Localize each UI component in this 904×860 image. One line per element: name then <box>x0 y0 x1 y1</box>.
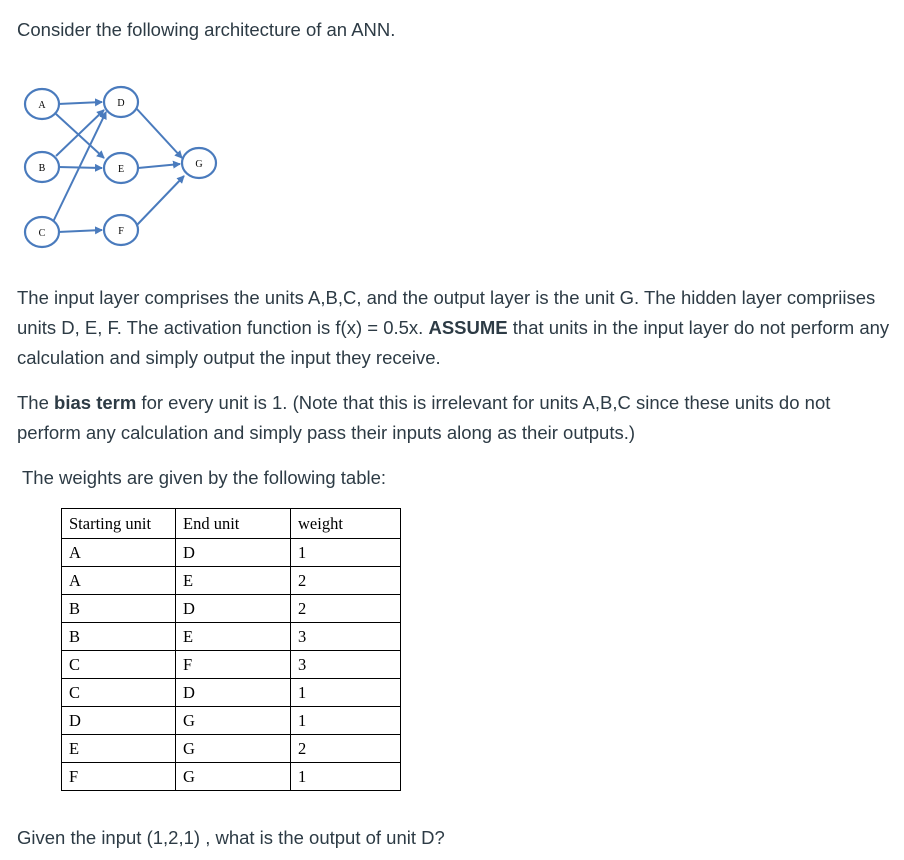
question-text: Given the input (1,2,1) , what is the output of unit D? <box>17 827 445 848</box>
table-row <box>62 707 401 735</box>
edge-c-f <box>58 230 102 232</box>
cell-start: D <box>62 707 176 735</box>
cell-end: F <box>176 651 291 679</box>
intro-text: Consider the following architecture of an ANN. <box>17 19 396 40</box>
cell-weight: 2 <box>291 595 401 623</box>
cell-start: C <box>62 651 176 679</box>
bias-text-2: for every unit is 1. (Note that this is irrelevant for units A,B,C since these units do not perform any calculation and simply pass their inputs along as their outputs.) <box>17 392 831 443</box>
cell-end: D <box>176 679 291 707</box>
bias-term-emphasis: bias term <box>54 392 137 413</box>
table-row <box>62 623 401 651</box>
ann-architecture-diagram <box>20 82 230 252</box>
table-row <box>62 651 401 679</box>
weights-table <box>61 508 401 791</box>
table-row <box>62 679 401 707</box>
node-f-label: F <box>118 226 124 237</box>
cell-weight: 3 <box>291 651 401 679</box>
node-e-label: E <box>117 164 125 175</box>
cell-end: G <box>176 707 291 735</box>
bias-paragraph <box>17 388 892 448</box>
cell-end: G <box>176 763 291 791</box>
node-b-label: B <box>38 163 46 174</box>
edge-a-e <box>56 114 104 158</box>
node-d-label: D <box>117 98 125 109</box>
weights-intro-text: The weights are given by the following table: <box>22 467 387 488</box>
table-header-row <box>62 509 401 539</box>
node-g-label: G <box>195 159 203 170</box>
cell-end: E <box>176 567 291 595</box>
cell-weight: 2 <box>291 567 401 595</box>
edge-d-g <box>136 108 182 158</box>
cell-end: D <box>176 539 291 567</box>
bias-text-1: The <box>17 392 55 413</box>
cell-weight: 2 <box>291 735 401 763</box>
cell-start: F <box>62 763 176 791</box>
table-row <box>62 735 401 763</box>
header-weight: weight <box>291 509 401 539</box>
cell-weight: 1 <box>291 763 401 791</box>
node-a-label: A <box>38 100 46 111</box>
edge-a-d <box>58 102 102 104</box>
cell-start: A <box>62 539 176 567</box>
description-text-2: that units in the input layer do not perform any calculation and simply output the input they receive. <box>17 317 890 368</box>
header-starting-unit: Starting unit <box>62 509 176 539</box>
table-row <box>62 763 401 791</box>
cell-weight: 3 <box>291 623 401 651</box>
cell-end: D <box>176 595 291 623</box>
table-row <box>62 539 401 567</box>
cell-weight: 1 <box>291 707 401 735</box>
cell-weight: 1 <box>291 539 401 567</box>
cell-start: B <box>62 623 176 651</box>
description-paragraph <box>17 283 892 373</box>
edge-e-g <box>138 164 180 168</box>
description-text-1: The input layer comprises the units A,B,C, and the output layer is the unit G. The hidden layer compriises units D, E, F. The activation function is f(x) = 0.5x. <box>17 287 876 338</box>
cell-end: G <box>176 735 291 763</box>
table-row <box>62 595 401 623</box>
cell-start: C <box>62 679 176 707</box>
cell-start: A <box>62 567 176 595</box>
header-end-unit: End unit <box>176 509 291 539</box>
assume-emphasis: ASSUME <box>428 317 508 338</box>
table-row <box>62 567 401 595</box>
cell-end: E <box>176 623 291 651</box>
node-c-label: C <box>38 228 46 239</box>
cell-start: B <box>62 595 176 623</box>
edge-f-g <box>136 176 184 226</box>
cell-start: E <box>62 735 176 763</box>
cell-weight: 1 <box>291 679 401 707</box>
